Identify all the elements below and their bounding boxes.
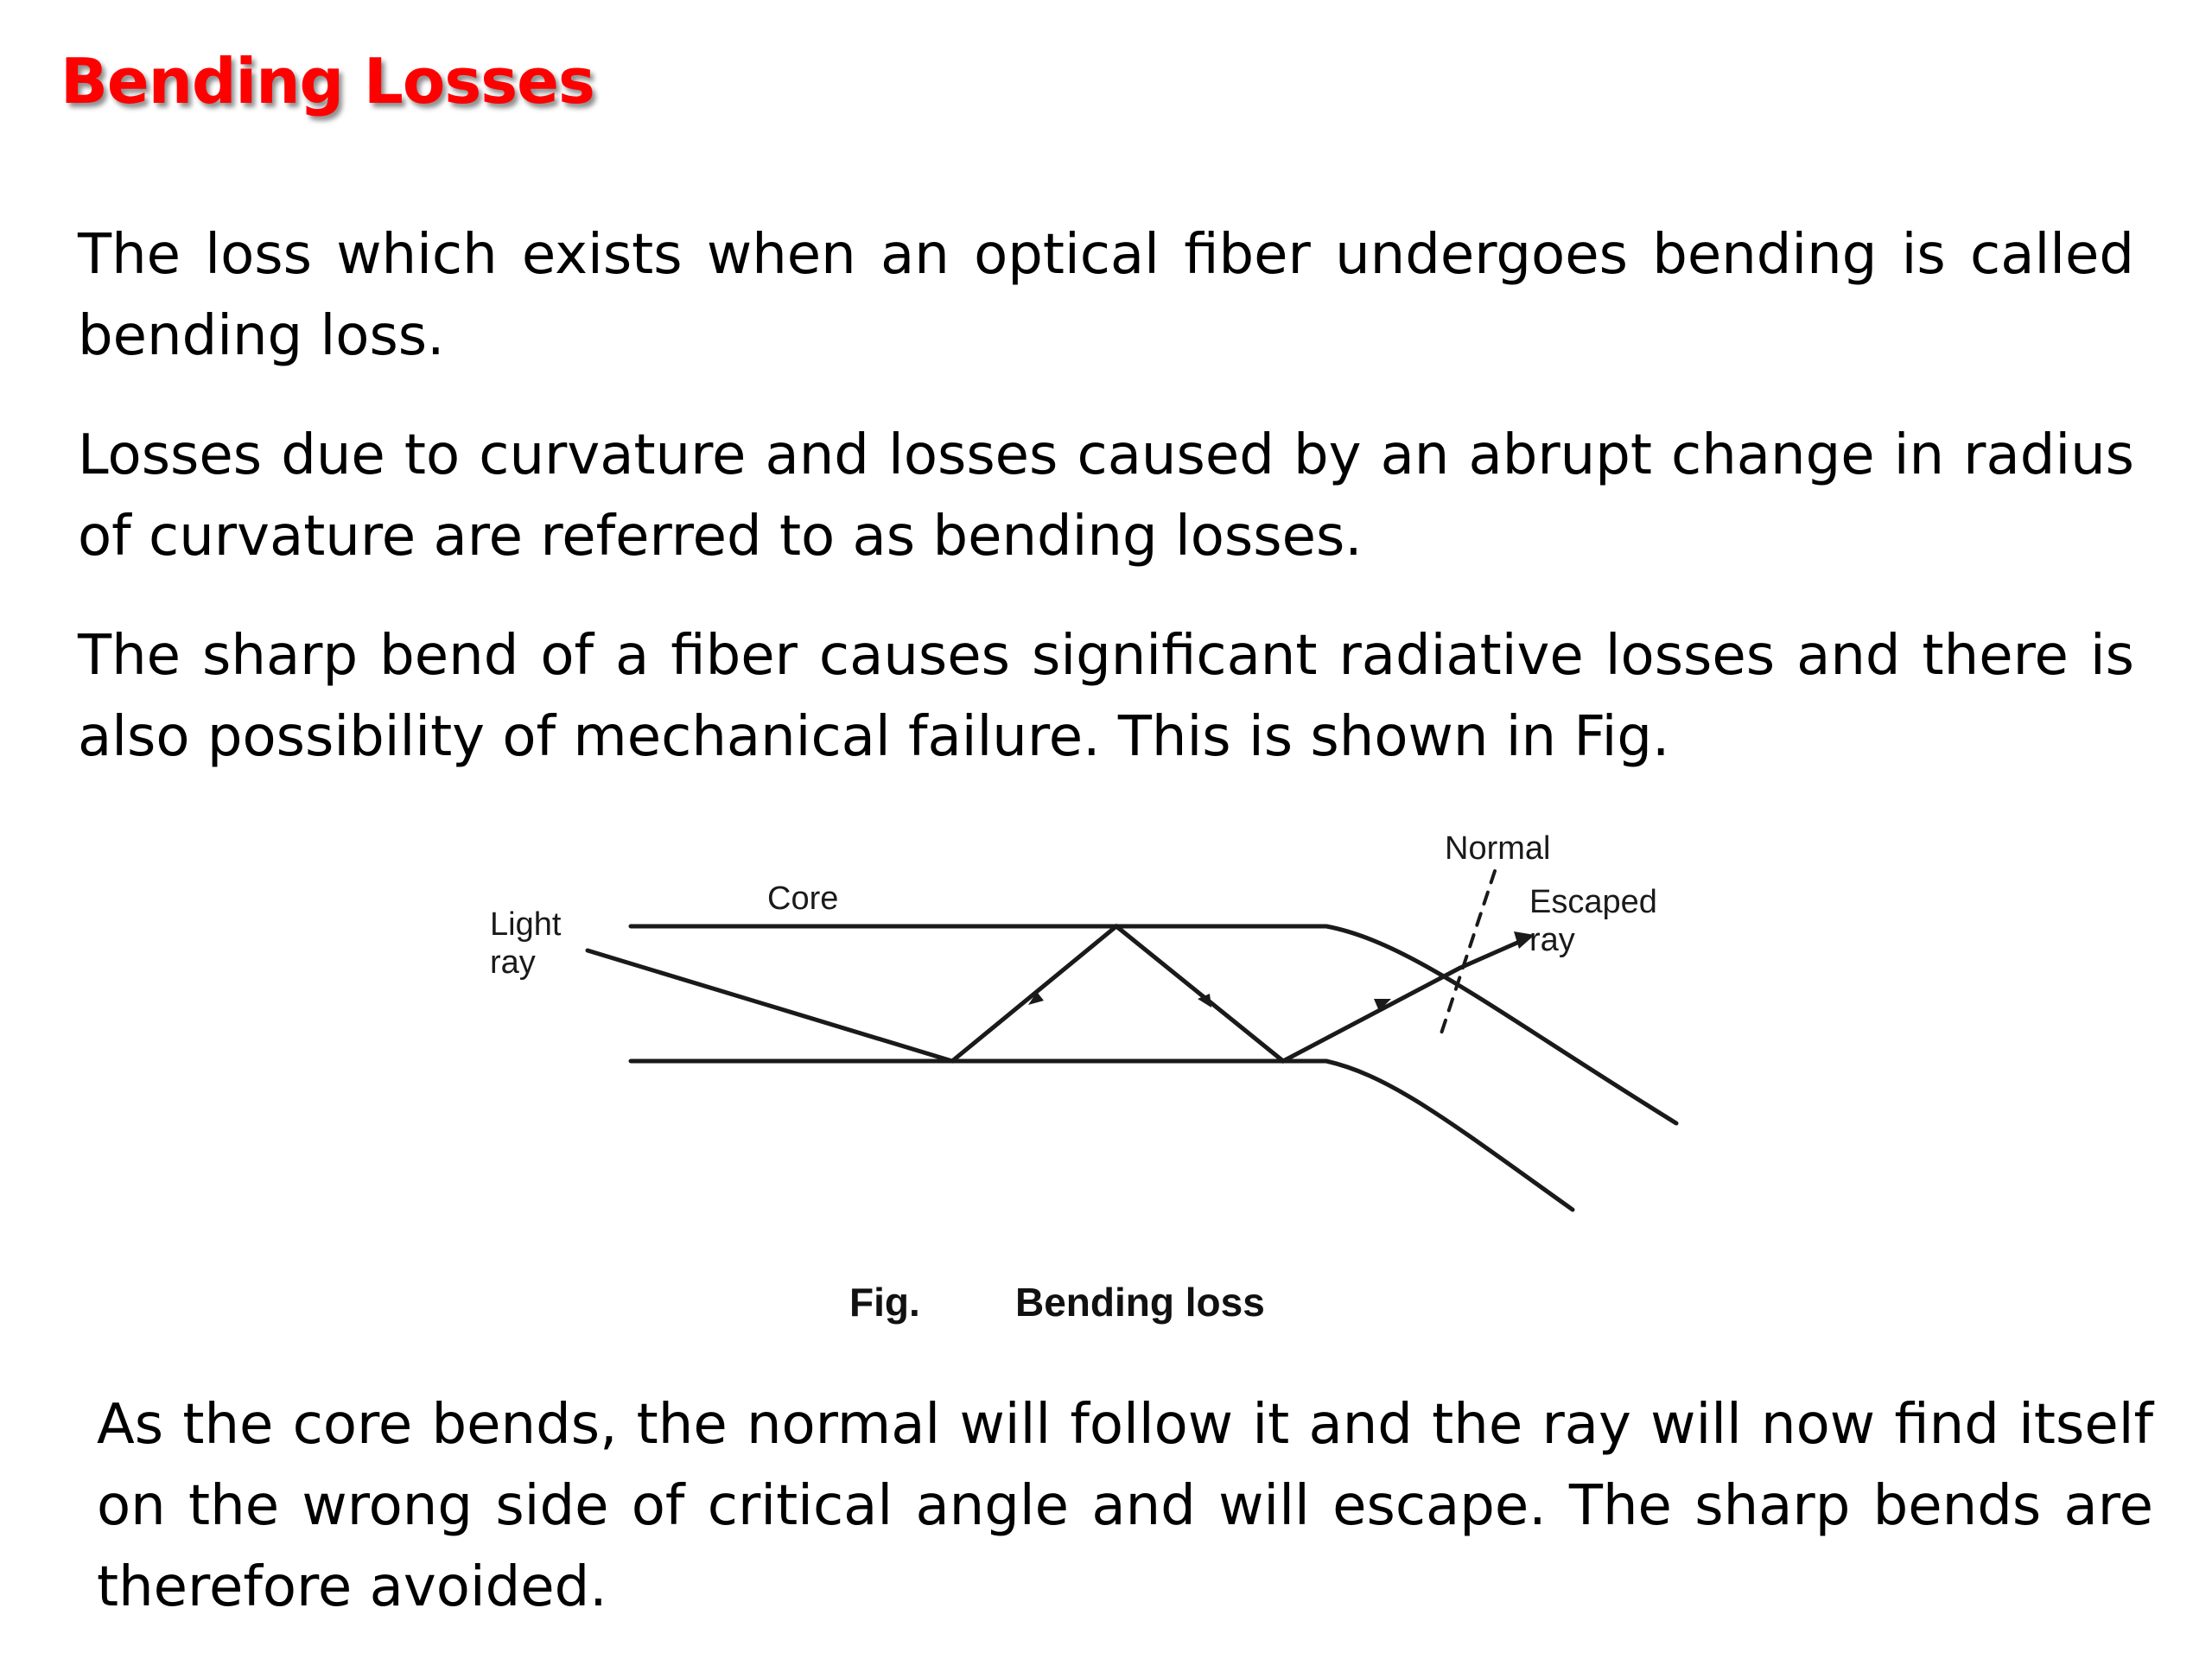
paragraph-sharp-bend: The sharp bend of a fiber causes significant radiative losses and there is also possibility of mechanical failure. This is shown in Fig. [78,624,2134,769]
figure-caption-text: Bending loss [1015,1280,1265,1325]
escaped-ray-label: Escaped ray [1529,884,1657,958]
normal-label: Normal [1445,830,1551,867]
slide-title: Bending Losses [60,45,594,118]
paragraph-escape: As the core bends, the normal will follow it and the ray will now find itself on the wrong side of critical angle and will escape. The sharp bends are therefore avoided. [97,1393,2153,1619]
paragraph-curvature: Losses due to curvature and losses caused by an abrupt change in radius of curvature are referred to as bending losses. [78,423,2134,569]
light-ray-label: Light ray [490,906,562,981]
bending-loss-figure [467,830,1763,1348]
figure-caption-prefix: Fig. [849,1280,920,1325]
light-ray-path [588,926,1460,1061]
paragraph-definition: The loss which exists when an optical fiber undergoes bending is called bending loss. [78,223,2134,368]
core-label: Core [767,880,839,917]
core-lower-boundary [631,1061,1573,1210]
